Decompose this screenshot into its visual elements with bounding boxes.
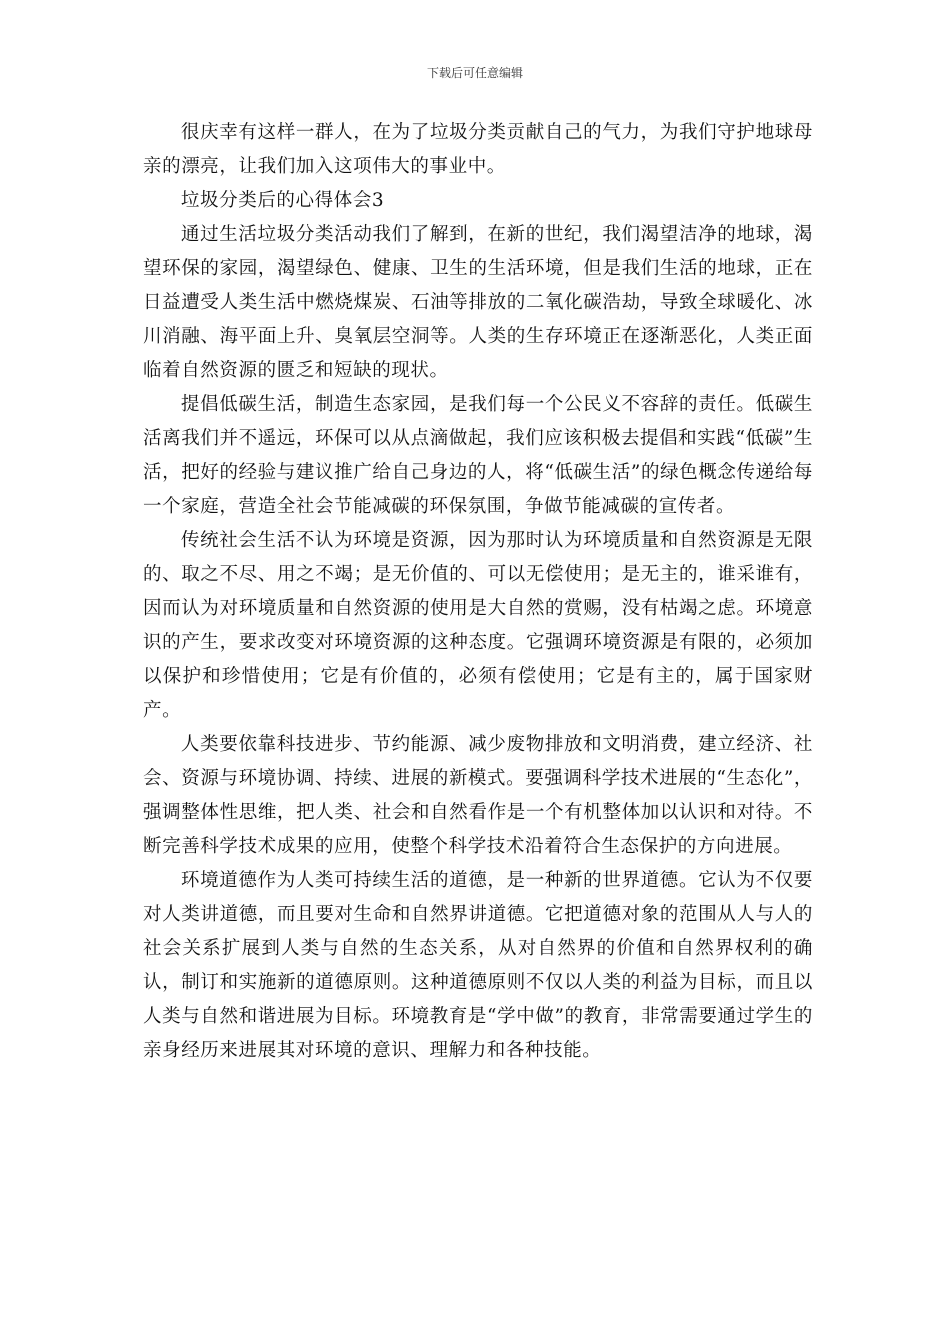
- paragraph: 人类要依靠科技进步、节约能源、减少废物排放和文明消费，建立经济、社会、资源与环境协调、持续、进展的新模式。要强调科学技术进展的“生态化”，强调整体性思维，把人类、社会和自然看作是一个有机整体加以认识和对待。不断完善科学技术成果的应用，使整个科学技术沿着符合生态保护的方向进展。: [143, 734, 813, 857]
- paragraph: 环境道德作为人类可持续生活的道德，是一种新的世界道德。它认为不仅要对人类讲道德，而且要对生命和自然界讲道德。它把道德对象的范围从人与人的社会关系扩展到人类与自然的生态关系，从对自然界的价值和自然界权利的确认，制订和实施新的道德原则。这种道德原则不仅以人类的利益为目标，而且以人类与自然和谐进展为目标。环境教育是“学中做”的教育，非常需要通过学生的亲身经历来进展其对环境的意识、理解力和各种技能。: [143, 870, 813, 1061]
- paragraph: 提倡低碳生活，制造生态家园，是我们每一个公民义不容辞的责任。低碳生活离我们并不遥远，环保可以从点滴做起，我们应该积极去提倡和实践“低碳”生活，把好的经验与建议推广给自己身边的人，将“低碳生活”的绿色概念传递给每一个家庭，营造全社会节能减碳的环保氛围，争做节能减碳的宣传者。: [143, 394, 813, 517]
- section-heading: 垃圾分类后的心得体会3: [180, 190, 385, 211]
- paragraph: 通过生活垃圾分类活动我们了解到，在新的世纪，我们渴望洁净的地球，渴望环保的家园，渴望绿色、健康、卫生的生活环境，但是我们生活的地球，正在日益遭受人类生活中燃烧煤炭、石油等排放的二氧化碳浩劫，导致全球暖化、冰川消融、海平面上升、臭氧层空洞等。人类的生存环境正在逐渐恶化，人类正面临着自然资源的匮乏和短缺的现状。: [143, 224, 813, 381]
- document-body: [143, 116, 813, 1068]
- paragraph: 很庆幸有这样一群人，在为了垃圾分类贡献自己的气力，为我们守护地球母亲的漂亮，让我们加入这项伟大的事业中。: [143, 122, 813, 177]
- page-header-note: 下载后可任意编辑: [426, 66, 523, 80]
- paragraph: 传统社会生活不认为环境是资源，因为那时认为环境质量和自然资源是无限的、取之不尽、用之不竭；是无价值的、可以无偿使用；是无主的，谁采谁有，因而认为对环境质量和自然资源的使用是大自然的赏赐，没有枯竭之虑。环境意识的产生，要求改变对环境资源的这种态度。它强调环境资源是有限的，必须加以保护和珍惜使用；它是有价值的，必须有偿使用；它是有主的，属于国家财产。: [143, 530, 813, 721]
